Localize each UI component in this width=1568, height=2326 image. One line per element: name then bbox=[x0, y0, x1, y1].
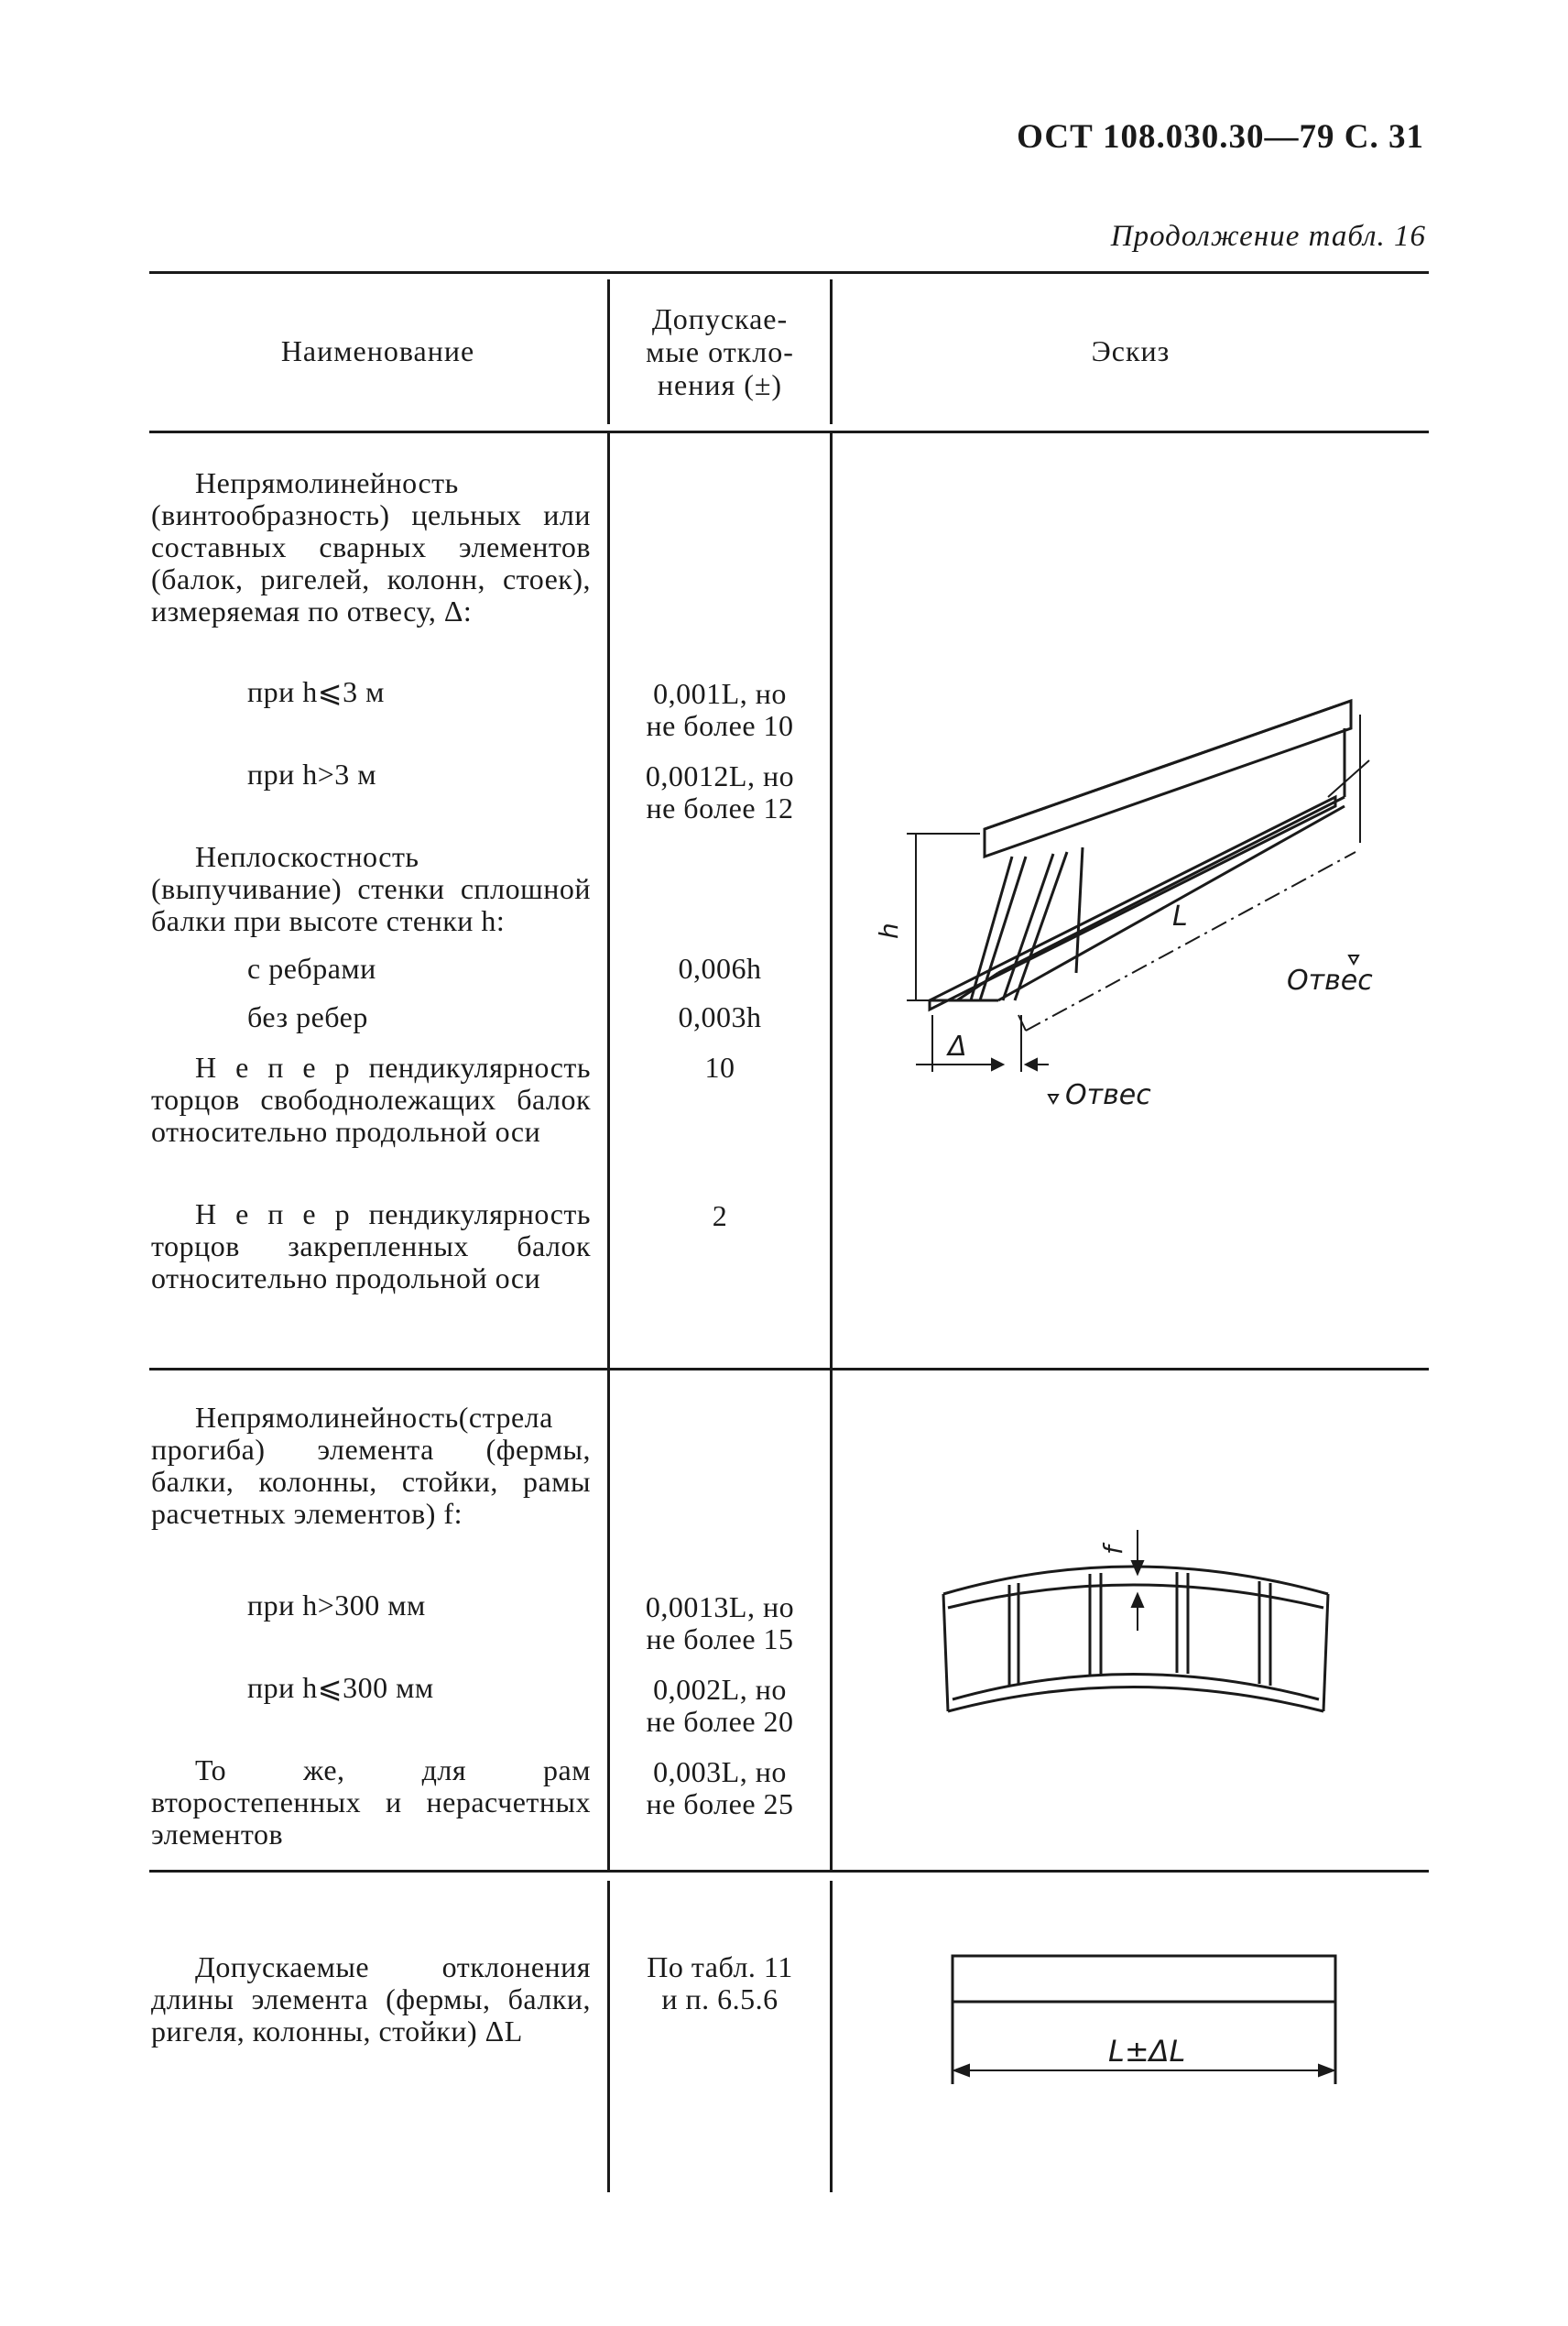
s2-row-b-label: при h⩽300 мм bbox=[247, 1671, 434, 1704]
column-separator-1 bbox=[607, 279, 610, 424]
deflection-sketch bbox=[925, 1521, 1346, 1731]
header-bottom-rule bbox=[149, 431, 1429, 433]
column-header-sketch: Эскиз bbox=[1091, 334, 1171, 367]
sketch-label-l: L bbox=[1172, 901, 1188, 933]
s2-row-a-label: при h>300 мм bbox=[247, 1589, 426, 1622]
s1-ribs-label: с ребрами bbox=[247, 952, 376, 985]
table-continuation-label: Продолжение табл. 16 bbox=[1110, 220, 1426, 253]
section1-bottom-rule bbox=[149, 1368, 1429, 1370]
s1-row-b-value: 0,0012L, но не более 12 bbox=[645, 759, 795, 824]
i-beam-sketch bbox=[843, 678, 1429, 1136]
column-separator-1 bbox=[607, 1370, 610, 1870]
sketch-label-f: f bbox=[1098, 1545, 1128, 1555]
s1-noribs-value: 0,003h bbox=[678, 1000, 762, 1033]
s2-row-a-value: 0,0013L, но не более 15 bbox=[645, 1590, 795, 1655]
s1-row-a-value: 0,001L, но не более 10 bbox=[646, 677, 794, 742]
s1-intro: Непрямолинейность (винтообразность) цельных или составных сварных элементов (балок, ригелей, колонн, стоек), измеряемая по отвесу, Δ: bbox=[151, 466, 591, 628]
s2-secondary-value: 0,003L, но не более 25 bbox=[646, 1755, 794, 1820]
s1-perp-free: Н е п е р пендикулярность торцов свободнолежащих балок относительно продольной оси bbox=[151, 1051, 591, 1148]
s1-perp-fixed: Н е п е р пендикулярность торцов закрепленных балок относительно продольной оси bbox=[151, 1197, 591, 1294]
sketch-label-plumb-2: Отвес bbox=[1065, 1079, 1151, 1111]
column-separator-1 bbox=[607, 1881, 610, 2192]
s1-noribs-label: без ребер bbox=[247, 1000, 368, 1033]
s3-value: По табл. 11 и п. 6.5.6 bbox=[647, 1950, 793, 2015]
s1-row-a-label: при h⩽3 м bbox=[247, 675, 385, 708]
column-separator-2 bbox=[830, 279, 833, 424]
s1-perp-fixed-value: 2 bbox=[712, 1199, 728, 1232]
column-header-name: Наименование bbox=[280, 334, 475, 367]
column-separator-2 bbox=[830, 1881, 833, 2192]
s3-intro: Допускаемые отклонения длины элемента (фермы, балки, ригеля, колонны, стойки) ΔL bbox=[151, 1950, 591, 2048]
column-separator-2 bbox=[830, 1370, 833, 1870]
s1-perp-free-value: 10 bbox=[704, 1051, 735, 1084]
s1-flatness-intro: Неплоскостность (выпучивание) стенки сплошной балки при высоте стенки h: bbox=[151, 840, 591, 937]
column-header-tolerance: Допускае- мые откло- нения (±) bbox=[646, 302, 794, 401]
section2-bottom-rule bbox=[149, 1870, 1429, 1873]
s1-ribs-value: 0,006h bbox=[678, 952, 762, 985]
sketch-label-length: L±ΔL bbox=[1108, 2034, 1186, 2069]
sketch-label-delta: Δ bbox=[948, 1031, 967, 1063]
s1-row-b-label: при h>3 м bbox=[247, 758, 377, 791]
s2-intro: Непрямолинейность(стрела прогиба) элемента (фермы, балки, колонны, стойки, рамы расчетных элементов) f: bbox=[151, 1401, 591, 1530]
s2-row-b-value: 0,002L, но не более 20 bbox=[646, 1673, 794, 1738]
length-sketch bbox=[934, 1942, 1356, 2098]
sketch-label-h: h bbox=[874, 923, 904, 939]
column-separator-2 bbox=[830, 433, 833, 1368]
document-number: ОСТ 108.030.30—79 С. 31 bbox=[1017, 118, 1424, 156]
table-top-rule bbox=[149, 271, 1429, 274]
column-separator-1 bbox=[607, 433, 610, 1368]
sketch-label-plumb-1: Отвес bbox=[1287, 965, 1373, 997]
s2-secondary: То же, для рам второстепенных и нерасчетных элементов bbox=[151, 1753, 591, 1851]
